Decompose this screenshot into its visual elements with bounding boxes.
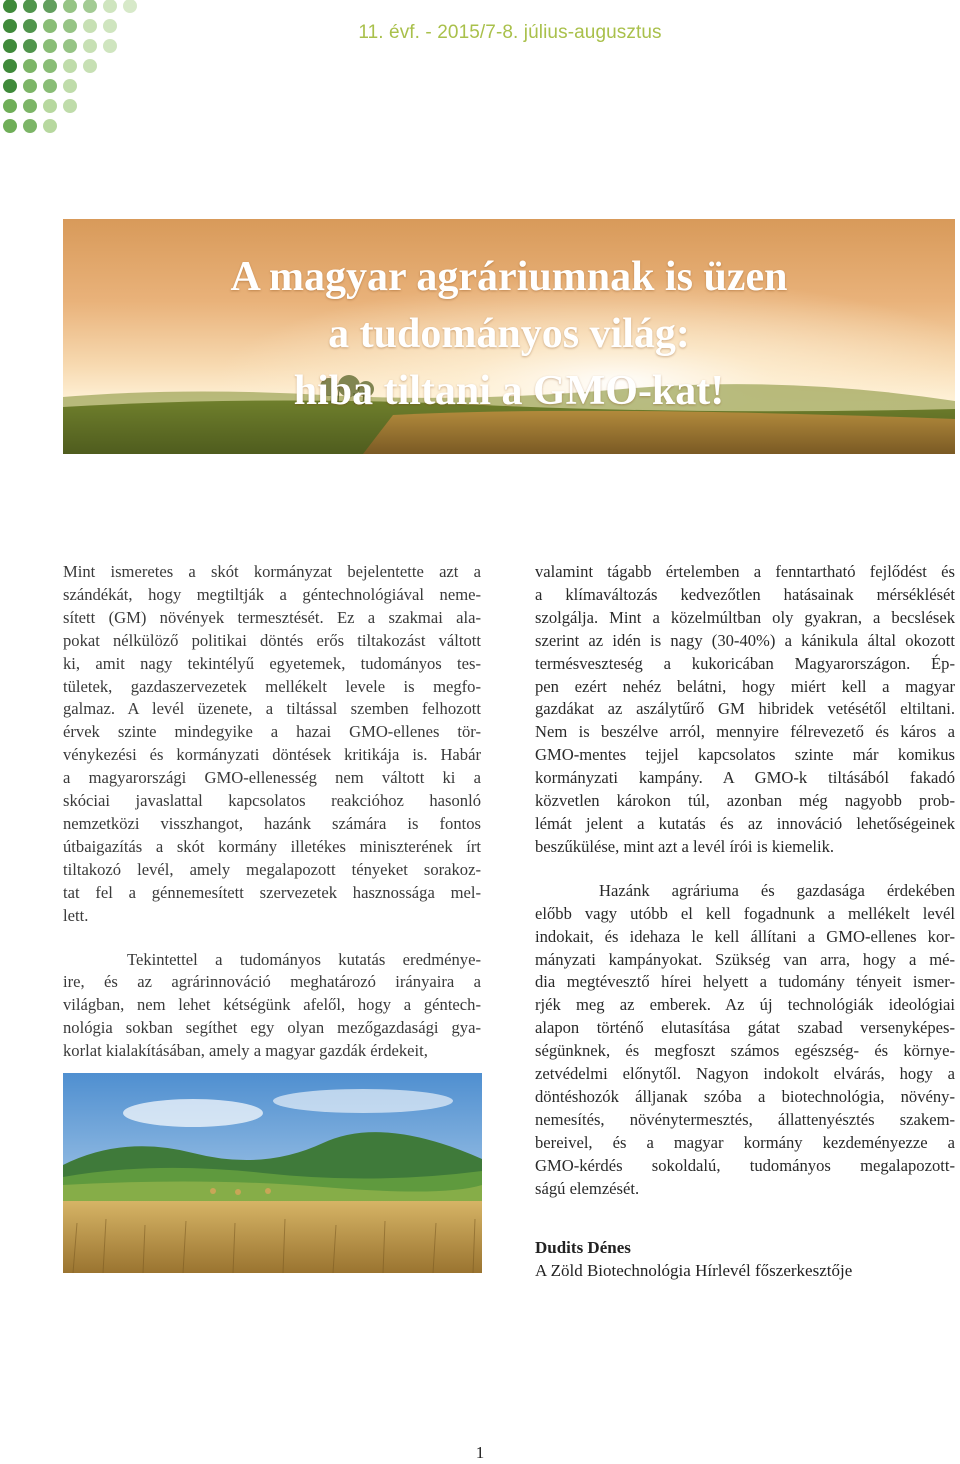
decorative-dot [103,39,117,53]
text-line: lett. [63,905,89,925]
decorative-dot [43,39,57,53]
text-line: galmaz. A levél üzenete, a tiltással szemben felhozott [63,699,481,719]
decorative-dot [23,99,37,113]
decorative-dot [43,119,57,133]
decorative-dot [23,59,37,73]
text-line: nológia sokban segíthet egy olyan mezőgazdasági gya- [63,1018,481,1038]
decorative-dot [23,79,37,93]
decorative-dot [43,59,57,73]
right-paragraph-2 [535,880,955,1201]
decorative-dot [23,19,37,33]
decorative-dot [3,119,17,133]
text-line: dia megtévesztő hírei helyett a tudomány tényeit ismer- [535,972,955,992]
decorative-dot [23,119,37,133]
left-column [63,561,481,1063]
author-block [535,1236,852,1282]
text-line: szándékát, hogy megtiltják a géntechnológiával neme- [63,584,481,604]
left-paragraph-2 [63,949,481,1064]
text-line: zetvédelmi előnytől. Nagyon indokolt elvárás, hogy a [535,1064,955,1084]
text-line: Nem is beszélve arról, mennyire félrevezető és káros a [535,722,955,742]
decorative-dot [3,19,17,33]
decorative-dot [43,79,57,93]
decorative-dot [63,79,77,93]
text-line: a klímaváltozás kedvezőtlen hatásainak mérséklését [535,584,955,604]
text-line: ságú elemzését. [535,1178,640,1198]
text-line: szerint az idén is nagy (30-40%) a kánikula által okozott [535,630,955,650]
decorative-dot [83,59,97,73]
text-line: mányzati kampányokat. Szükség van arra, hogy a mé- [535,949,955,969]
text-line: Tekintettel a tudományos kutatás eredménye- [127,949,481,969]
text-line: nemesítés, növénytermesztés, állattenyésztés szakem- [535,1109,955,1129]
text-line: bereivel, és a magyar kormány kezdeményezze a [535,1132,955,1152]
hero-banner [63,219,955,454]
author-role: A Zöld Biotechnológia Hírlevél főszerkesztője [535,1261,853,1280]
text-line: GMO-mentes tejjel kapcsolatos szinte már komikus [535,745,955,765]
decorative-dot [43,0,57,13]
text-line: ki, amit nagy tekintélyű egyetemek, tudományos tes- [63,653,481,673]
text-line: érvek szinte mindegyike a hazai GMO-ellenes tör- [63,722,481,742]
text-line: döntéshozók álljanak szóba a biotechnológia, növény- [535,1086,955,1106]
decorative-dot [63,99,77,113]
text-line: rjék meg az emberek. Az új technológiák ideológiai [535,995,955,1015]
text-line: indokait, és idehaza le kell állítani a GMO-ellenes kor- [535,926,955,946]
decorative-dot [3,99,17,113]
page-number: 1 [475,1443,485,1462]
text-line: korlat kialakításában, amely a magyar gazdák érdekeit, [63,1041,428,1061]
text-line: lémát jelent a kutatás és az innováció lehetőségeinek [535,813,955,833]
text-line: Hazánk agráriuma és gazdasága érdekében [599,880,955,900]
author-name: Dudits Dénes [535,1238,631,1257]
text-line: közvetlen károkon túl, azonban még nagyobb prob- [535,791,955,811]
field-photo [63,1073,482,1273]
hero-title-line-2: a tudományos világ: [328,311,690,357]
text-line: kormányzati kampány. A GMO-k tiltásából fakadó [535,768,955,788]
decorative-dot [43,19,57,33]
hero-title-line-1: A magyar agráriumnak is üzen [230,254,788,300]
left-paragraph-1 [63,561,481,928]
text-line: Mint ismeretes a skót kormányzat bejelentette azt a [63,562,481,581]
decorative-dot [43,99,57,113]
text-line: ire, és az agrárinnováció meghatározó irányaira a [63,972,481,992]
text-line: skóciai javaslattal kapcsolatos reakcióhoz hasonló [63,791,481,811]
text-line: nemzetközi visszhangot, hazánk számára is fontos [63,813,481,833]
decorative-dot [63,39,77,53]
decorative-dot [63,59,77,73]
decorative-dot [23,39,37,53]
text-line: tületek, gazdaszervezetek mellékelt levele is megfo- [63,676,481,696]
decorative-dot [83,19,97,33]
decorative-dot [83,0,97,13]
text-line: vénykezési és kormányzati döntések kritikája is. Habár [63,745,481,765]
text-line: alapon történő elutasítása gátat szabad versenyképes- [535,1018,955,1038]
hero-title [63,249,955,420]
text-line: GMO-kérdés sokoldalú, tudományos megalapozott- [535,1155,955,1175]
text-line: világban, nem lehet kétségünk afelől, hogy a géntech- [63,995,481,1015]
decorative-dot [3,0,17,13]
text-line: ségünknek, és megfoszt számos egészség- és környe- [535,1041,955,1061]
decorative-dot [63,0,77,13]
decorative-dot [103,19,117,33]
text-line: sített (GM) növények termesztését. Ez a szakmai ala- [63,607,481,627]
text-line: tat fel a génnemesített szervezetek hasznossága mel- [63,882,481,902]
decorative-dot [63,19,77,33]
decorative-dot [3,39,17,53]
text-line: beszűkülése, mint azt a levél írói is kiemelik. [535,836,835,856]
decorative-dot-pattern [0,0,140,160]
right-column [535,561,955,1200]
decorative-dot [83,39,97,53]
right-paragraph-1 [535,561,955,859]
decorative-dot [23,0,37,13]
text-line: szolgálja. Mint a közelmúltban oly gyakran, a becslések [535,607,955,627]
decorative-dot [103,0,117,13]
text-line: pen ezért nehéz belátni, hogy miért kell a magyar [535,676,955,696]
text-line: előbb vagy utóbb el kell fogadnunk a mellékelt levél [535,903,955,923]
text-line: tiltakozó levél, amely megalapozott tényeket sorakoz- [63,859,481,879]
text-line: útbaigazítás a skót kormány illetékes miniszterének írt [63,836,481,856]
text-line: termésveszteség a kukoricában Magyarországon. Ép- [535,653,955,673]
issue-header: 11. évf. - 2015/7-8. július-augusztus [358,22,662,43]
decorative-dot [123,0,137,13]
text-line: pokat nélkülöző politikai döntés erős tiltakozást váltott [63,630,481,650]
decorative-dot [3,79,17,93]
text-line: gazdákat az aszálytűrő GM hibridek vetésétől eltiltani. [535,699,955,719]
text-line: a magyarországi GMO-ellenesség nem váltott ki a [63,768,481,788]
hero-title-line-3: hiba tiltani a GMO-kat! [293,368,725,414]
text-line: valamint tágabb értelemben a fenntartható fejlődést és [535,562,955,581]
decorative-dot [3,59,17,73]
green-hills-wheat-field-photo [63,1073,482,1273]
